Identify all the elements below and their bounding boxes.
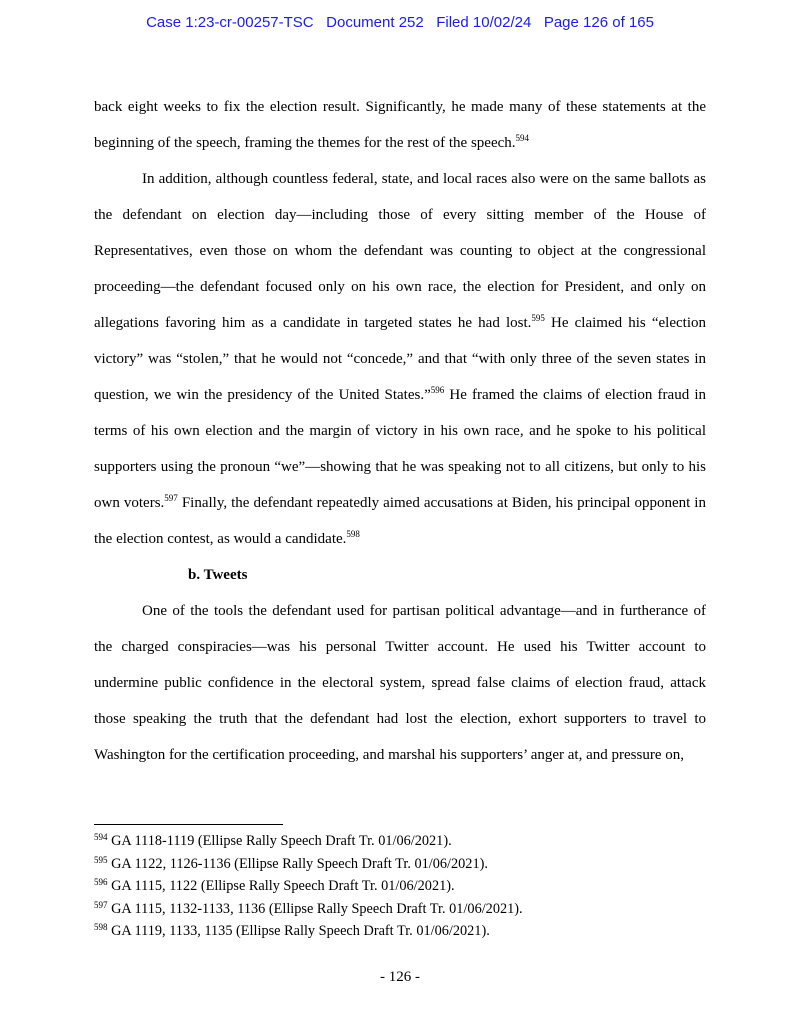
footnote-divider bbox=[94, 824, 283, 825]
footnote-596 bbox=[94, 875, 706, 898]
header-document: Document 252 bbox=[326, 14, 424, 31]
footnote-number: 596 bbox=[94, 877, 108, 887]
paragraph-2 bbox=[94, 161, 706, 557]
paragraph-2-seg-2: He claimed his “election victory” was “stolen,” that he would not “concede,” and that “with only three of the seven states in question, we win the presidency of the United States.” bbox=[94, 315, 706, 403]
paragraph-3: One of the tools the defendant used for partisan political advantage—and in furtherance of the charged conspiracies—was his personal Twitter account. He used his Twitter account to undermine public confidence in the electoral system, spread false claims of election fraud, attack those speaking the truth that the defendant had lost the election, exhort supporters to travel to Washington for the certification proceeding, and marshal his supporters’ anger at, and pressure on, bbox=[94, 603, 706, 763]
header-filed-date: Filed 10/02/24 bbox=[436, 14, 532, 31]
footnote-ref-594: 594 bbox=[515, 133, 530, 143]
footnote-text: GA 1122, 1126-1136 (Ellipse Rally Speech Draft Tr. 01/06/2021). bbox=[111, 855, 488, 872]
page-number: - 126 - bbox=[380, 969, 420, 985]
footnote-text: GA 1119, 1133, 1135 (Ellipse Rally Speech Draft Tr. 01/06/2021). bbox=[111, 923, 490, 939]
footnote-ref-596: 596 bbox=[430, 385, 445, 395]
body-text bbox=[94, 89, 706, 773]
paragraph-2-seg-3: He framed the claims of election fraud in terms of his own election and the margin of victory in his own race, and he spoke to his political supporters using the pronoun “we”—showing that he was speaking not to all citizens, but only to his own voters. bbox=[94, 387, 706, 511]
footnote-ref-595: 595 bbox=[531, 313, 545, 323]
footnote-number: 598 bbox=[94, 922, 108, 932]
footnote-594 bbox=[94, 830, 706, 853]
footnote-number: 597 bbox=[94, 899, 108, 910]
paragraph-2-seg-4: Finally, the defendant repeatedly aimed accusations at Biden, his principal opponent in the election contest, as would a candidate. bbox=[94, 495, 706, 547]
footnote-597 bbox=[94, 898, 706, 921]
footnotes bbox=[94, 830, 706, 943]
footnote-ref-597: 597 bbox=[164, 493, 178, 503]
footnote-text: GA 1115, 1132-1133, 1136 (Ellipse Rally Speech Draft Tr. 01/06/2021). bbox=[111, 900, 523, 917]
footnote-598 bbox=[94, 920, 706, 943]
footnote-text: GA 1118-1119 (Ellipse Rally Speech Draft Tr. 01/06/2021). bbox=[111, 833, 452, 849]
footnote-number: 595 bbox=[94, 854, 108, 865]
section-subheading: b. Tweets bbox=[188, 567, 248, 583]
paragraph-1-text: back eight weeks to fix the election result. Significantly, he made many of these statements at the beginning of the speech, framing the themes for the rest of the speech. bbox=[94, 99, 706, 151]
header-page: Page 126 of 165 bbox=[543, 14, 654, 31]
footnote-595 bbox=[94, 853, 706, 876]
footnote-ref-598: 598 bbox=[346, 529, 360, 539]
paragraph-2-seg-1: In addition, although countless federal, state, and local races also were on the same ballots as the defendant on election day—including those of every sitting member of the House of Representatives, even those on whom the defendant was counting to object at the congressional proceeding—the defendant focused only on his own race, the election for President, and only on allegations favoring him as a candidate in targeted states he had lost. bbox=[94, 171, 706, 331]
case-header bbox=[0, 14, 800, 31]
header-case-number: Case 1:23-cr-00257-TSC bbox=[146, 14, 314, 31]
footnote-number: 594 bbox=[94, 832, 108, 842]
paragraph-1 bbox=[94, 89, 706, 161]
footnote-text: GA 1115, 1122 (Ellipse Rally Speech Draft Tr. 01/06/2021). bbox=[111, 878, 455, 894]
